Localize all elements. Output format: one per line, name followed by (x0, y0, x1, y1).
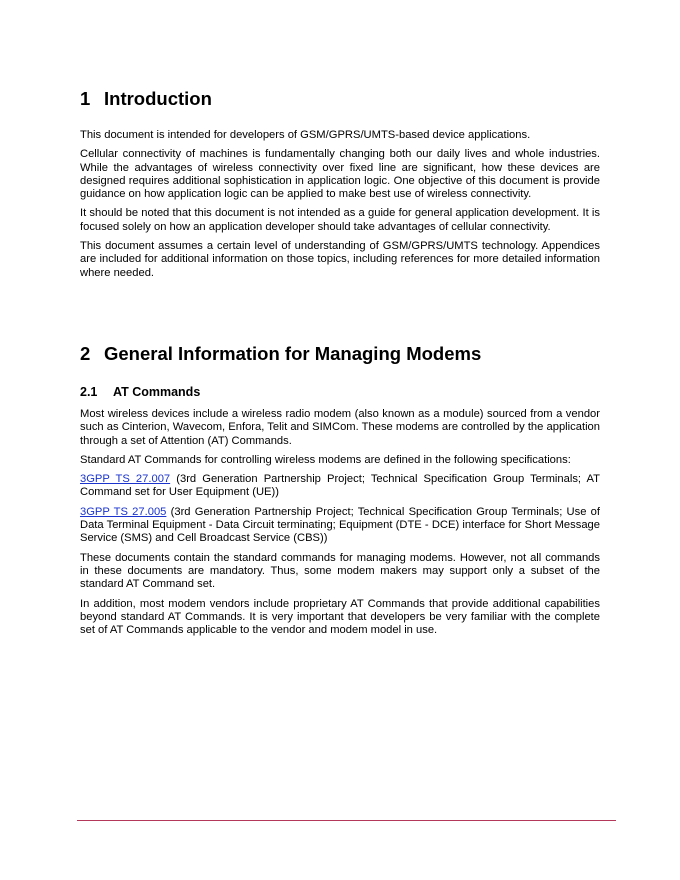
section-2-title: General Information for Managing Modems (104, 342, 482, 364)
spec-27007-description: (3rd Generation Partnership Project; Technical Specification Group Terminals; AT Command set for User Equipment (UE)) (80, 473, 600, 499)
footer-rule (77, 820, 616, 821)
section-1-heading (80, 88, 600, 110)
at-paragraph-4: In addition, most modem vendors include proprietary AT Commands that provide additional capabilities beyond standard AT Commands. It is very important that developers be very familiar with the complete set of AT Commands applicable to the vendor and modem model in use. (80, 597, 600, 637)
section-2-1-title: AT Commands (113, 384, 201, 399)
intro-paragraph-1: This document is intended for developers of GSM/GPRS/UMTS-based device applications. (80, 129, 531, 141)
at-paragraph-1: Most wireless devices include a wireless radio modem (also known as a module) sourced from a vendor such as Cinterion, Wavecom, Enfora, Telit and SIMCom. These modems are controlled by the application through a set of Attention (AT) Commands. (80, 407, 600, 447)
section-2-1-number: 2.1 (80, 384, 98, 399)
section-1-number: 1 (80, 88, 91, 109)
at-paragraph-3: These documents contain the standard commands for managing modems. However, not all commands in these documents are mandatory. Thus, some modem makers may support only a subset of the standard AT Command set. (80, 551, 600, 591)
section-2-1-heading (80, 385, 600, 400)
spec-27007-paragraph (80, 473, 600, 500)
section-1-title: Introduction (104, 88, 212, 109)
intro-paragraph-4: This document assumes a certain level of understanding of GSM/GPRS/UMTS technology. Appendices are included for additional information on those topics, including references for more detailed information where needed. (80, 240, 600, 279)
spec-27007-link[interactable]: 3GPP TS 27.007 (80, 473, 171, 486)
section-2-number: 2 (80, 342, 91, 364)
intro-paragraph-3: It should be noted that this document is not intended as a guide for general application development. It is focused solely on how an application developer should take advantages of cellular connectivity. (80, 207, 600, 233)
spec-27005-link[interactable]: 3GPP TS 27.005 (80, 505, 167, 518)
intro-paragraph-2: Cellular connectivity of machines is fundamentally changing both our daily lives and whole industries. While the advantages of wireless connectivity over fixed line are significant, how these devices are designed requires additional sophistication in application logic. One objective of this document is provide guidance on how application logic can be applied to make best use of wireless connectivity. (80, 148, 600, 201)
spec-27005-paragraph (80, 506, 600, 546)
section-2-heading (80, 343, 600, 365)
at-paragraph-2: Standard AT Commands for controlling wireless modems are defined in the following specifications: (80, 453, 571, 466)
spec-27005-description: (3rd Generation Partnership Project; Technical Specification Group Terminals; Use of Data Terminal Equipment - Data Circuit terminating; Equipment (DTE - DCE) interface for Short Message Service (SMS) and Cell Broadcast Service (CBS)) (80, 505, 600, 545)
document-page (80, 0, 600, 637)
